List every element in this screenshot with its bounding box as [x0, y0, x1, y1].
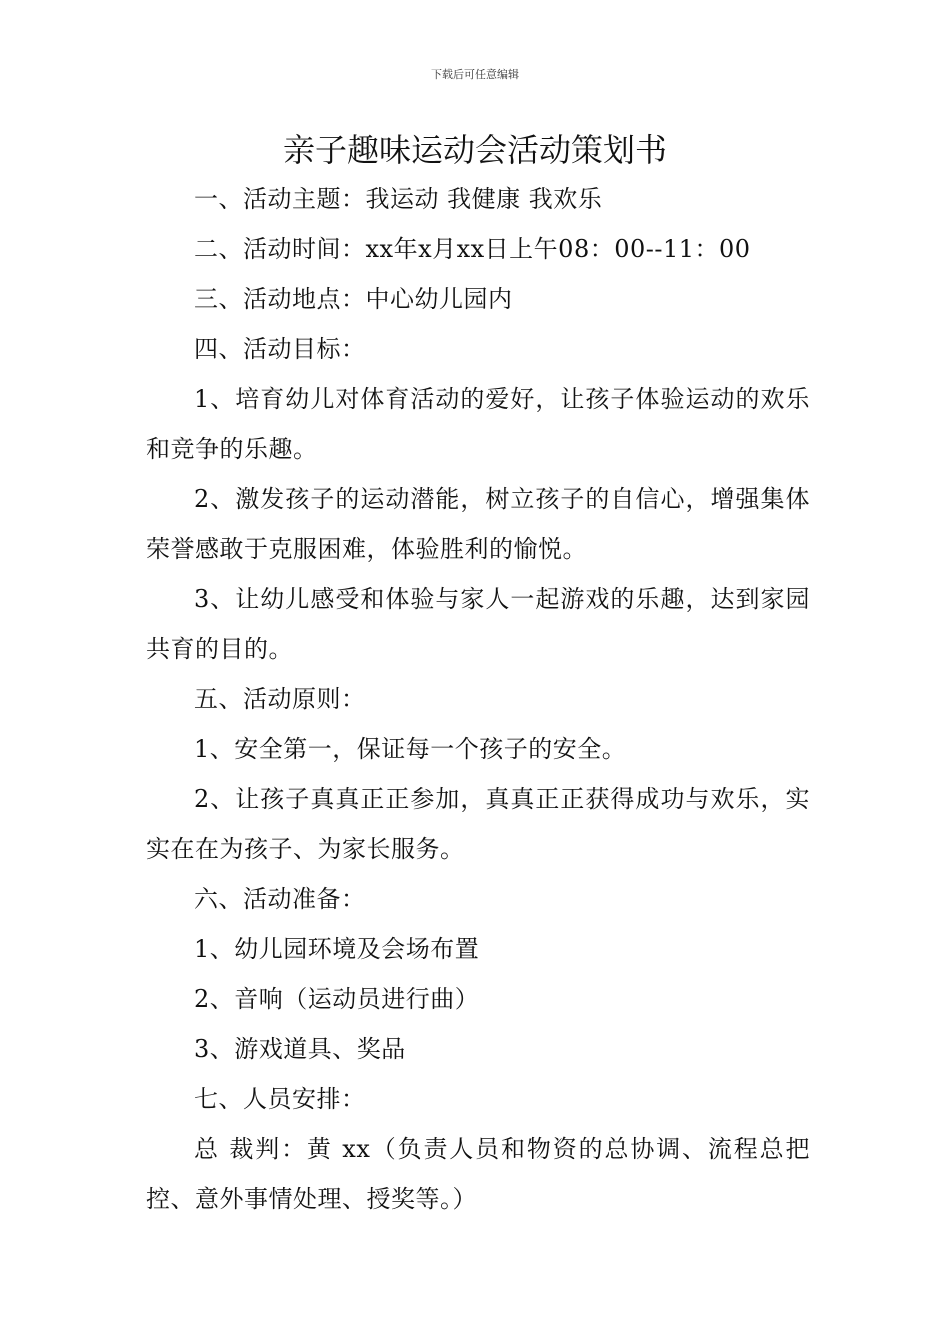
section-time: 二、活动时间：xx年x月xx日上午08：00--11：00 — [194, 235, 751, 263]
preparation-item-2: 2、音响（运动员进行曲） — [194, 985, 480, 1013]
section-principles-heading: 五、活动原则： — [194, 685, 366, 713]
goal-item-2: 2、激发孩子的运动潜能，树立孩子的自信心，增强集体荣誉感敢于克服困难，体验胜利的愉悦。 — [146, 485, 810, 563]
principle-item-2: 2、让孩子真真正正参加，真真正正获得成功与欢乐，实实在在为孩子、为家长服务。 — [146, 785, 810, 863]
preparation-item-3: 3、游戏道具、奖品 — [194, 1035, 406, 1063]
section-preparation-heading: 六、活动准备： — [194, 885, 366, 913]
document-title: 亲子趣味运动会活动策划书 — [282, 131, 667, 169]
preparation-item-1: 1、幼儿园环境及会场布置 — [194, 935, 480, 963]
section-theme: 一、活动主题：我运动 我健康 我欢乐 — [194, 185, 603, 213]
staff-item-chief-referee: 总 裁判：黄 xx（负责人员和物资的总协调、流程总把控、意外事情处理、授奖等。） — [146, 1135, 810, 1213]
section-location: 三、活动地点：中心幼儿园内 — [194, 285, 513, 313]
section-goals-heading: 四、活动目标： — [194, 335, 366, 363]
document-body — [146, 174, 810, 1224]
goal-item-3: 3、让幼儿感受和体验与家人一起游戏的乐趣，达到家园共育的目的。 — [146, 585, 810, 663]
header-note: 下载后可任意编辑 — [431, 68, 519, 81]
principle-item-1: 1、安全第一，保证每一个孩子的安全。 — [194, 735, 627, 763]
goal-item-1: 1、培育幼儿对体育活动的爱好，让孩子体验运动的欢乐和竞争的乐趣。 — [146, 385, 810, 463]
section-staff-heading: 七、人员安排： — [194, 1085, 366, 1113]
